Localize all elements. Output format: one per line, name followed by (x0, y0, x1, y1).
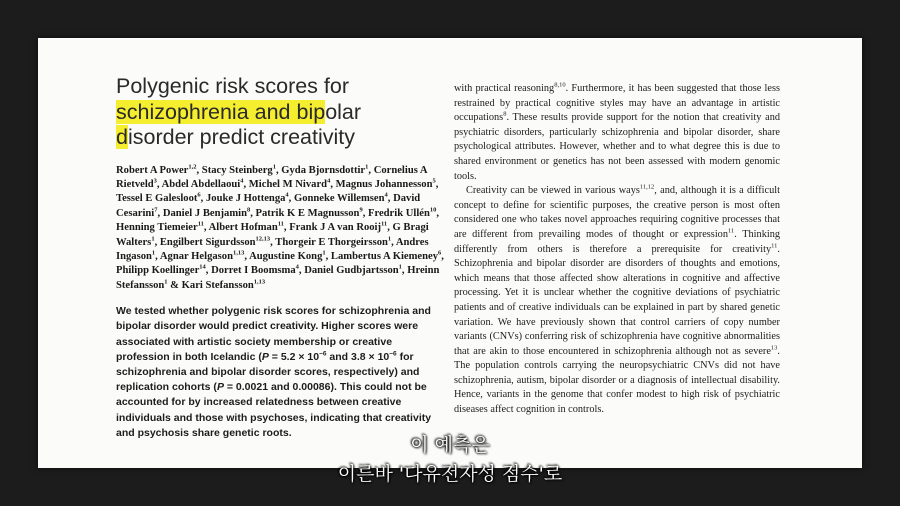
author: Agnar Helgason$^{1,13}$ (159, 249, 245, 262)
author: Frank J A van Rooij$^{11}$ (289, 220, 388, 234)
author: Daniel Gudbjartsson$^1$ (304, 263, 402, 277)
subtitle-line-2: 이른바 '다유전자성 점수'로 (337, 463, 563, 485)
author: Robert A Power$^{1,2}$ (116, 162, 197, 176)
author: Philipp Koellinger$^{14}$ (116, 263, 206, 277)
author: Michel M Nivard$^4$ (248, 177, 331, 190)
title-highlight: schizophrenia and bip (116, 99, 326, 124)
article-title (116, 74, 446, 151)
body-paragraph-1: with practical reasoning$^{8,10}$. Furthermore, it has been suggested that those less restrained by practical cognitive styles may have an advantage in artistic occupations$^8$. These results provide support for the notion that creativity and psychiatric disorders, particularly schizophrenia and bipolar disorder, share psychological attributes. However, whether and to what degree this is due to shared environment or genetics has not been assessed with modern genomic tools. (454, 81, 780, 182)
author: Jouke J Hottenga$^4$ (205, 191, 289, 205)
abstract: We tested whether polygenic risk scores for schizophrenia and bipolar disorder would predict creativity. Higher scores were associated with artistic society membership or creative profession in both Icelandic ($P = 5.2 \times 10^{-6}$ and $3.8 \times 10^{-6}$ for schizophrenia and bipolar disorder scores, respectively) and replication cohorts (P = 0.0021 and 0.00086). This could not be accounted for by increased relatedness between creative individuals and those with psychoses, indicating that creativity and psychosis share genetic roots. (116, 305, 432, 439)
author: Dorret I Boomsma$^4$ (211, 263, 299, 277)
author: Fredrik Ullén$^{10}$ (367, 206, 437, 219)
author: Albert Hofman$^{11}$ (208, 220, 284, 234)
title-text: isorder predict creativity (127, 125, 355, 149)
author: Kari Stefansson$^{1,13}$ (181, 278, 266, 291)
author: Patrik K E Magnusson$^9$ (255, 206, 363, 219)
author: Lambertus A Kiemeney$^6$ (330, 249, 442, 262)
paper-page (38, 38, 862, 468)
title-text: Polygenic risk scores for (116, 74, 349, 98)
author: Engilbert Sigurdsson$^{12,13}$ (159, 235, 271, 248)
author: Gyda Bjornsdottir$^1$ (281, 162, 369, 176)
title-text: olar (325, 99, 362, 124)
author: Thorgeir E Thorgeirsson$^1$ (275, 235, 392, 248)
body-paragraph-2: Creativity can be viewed in various ways$^{11,12}$, and, although it is a difficult concept to define for scientific purposes, the creative person is most often considered one who takes novel approaches requiring cognitive processes that are different from prevailing modes of thought or expression$^{11}$. Thinking differently from others is therefore a prerequisite for creativity$^{11}$. Schizophrenia and bipolar disorder are disorders of thoughts and emotions, which means that those affected show alterations in cognitive and affective processing. Yet it is unclear whether the cognitive deviations of psychiatric patients and of creative individuals can be explained in part by shared genetic variation. We have previously shown that control carriers of copy number variants (CNVs) conferring risk of schizophrenia have cognitive abnormalities that are akin to those encountered in schizophrenia although not as severe$^{13}$. The population controls carrying the neuropsychiatric CNVs did not have schizophrenia, autism, bipolar disorder or a diagnosis of intellectual disability. Hence, variants in the genome that confer modest to high risk of psychiatric diseases affect cognition in controls. (454, 183, 780, 416)
author-list: Robert A Power$^{1,2}$, Stacy Steinberg$^1$, Gyda Bjornsdottir$^1$, Cornelius A Rietveld$^3$, Abdel Abdellaoui$^4$, Michel M Nivard$^4$, Magnus Johannesson$^5$, Tessel E Galesloot$^6$, Jouke J Hottenga$^4$, Gonneke Willemsen$^4$, David Cesarini$^7$, Daniel J Benjamin$^8$, Patrik K E Magnusson$^9$, Fredrik Ullén$^{10}$, Henning Tiemeier$^{11}$, Albert Hofman$^{11}$, Frank J A van Rooij$^{11}$, G Bragi Walters$^1$, Engilbert Sigurdsson$^{12,13}$, Thorgeir E Thorgeirsson$^1$, Andres Ingason$^1$, Agnar Helgason$^{1,13}$, Augustine Kong$^1$, Lambertus A Kiemeney$^6$, Philipp Koellinger$^{14}$, Dorret I Boomsma$^4$, Daniel Gudbjartsson$^1$, Hreinn Stefansson$^1$ & Kari Stefansson$^{1,13}$ (116, 162, 444, 291)
author: Tessel E Galesloot$^6$ (116, 191, 201, 205)
author: Abdel Abdellaoui$^4$ (161, 177, 244, 190)
author: Gonneke Willemsen$^4$ (293, 191, 388, 205)
author: Daniel J Benjamin$^8$ (162, 206, 251, 219)
author: Augustine Kong$^1$ (249, 249, 326, 262)
author: Stacy Steinberg$^1$ (201, 162, 276, 176)
author: Hreinn Stefansson$^1$ (116, 265, 440, 291)
author: Andres Ingason$^1$ (116, 236, 429, 262)
left-column (116, 74, 446, 441)
author: Henning Tiemeier$^{11}$ (116, 220, 204, 234)
subtitle-line-1: 이 예측은 (410, 434, 490, 456)
author: Cornelius A Rietveld$^3$ (116, 164, 427, 190)
title-highlight: d (116, 125, 128, 149)
right-column (454, 82, 780, 418)
author: David Cesarini$^7$ (116, 193, 421, 219)
author: G Bragi Walters$^1$ (116, 222, 429, 248)
author: Magnus Johannesson$^5$ (335, 177, 436, 190)
